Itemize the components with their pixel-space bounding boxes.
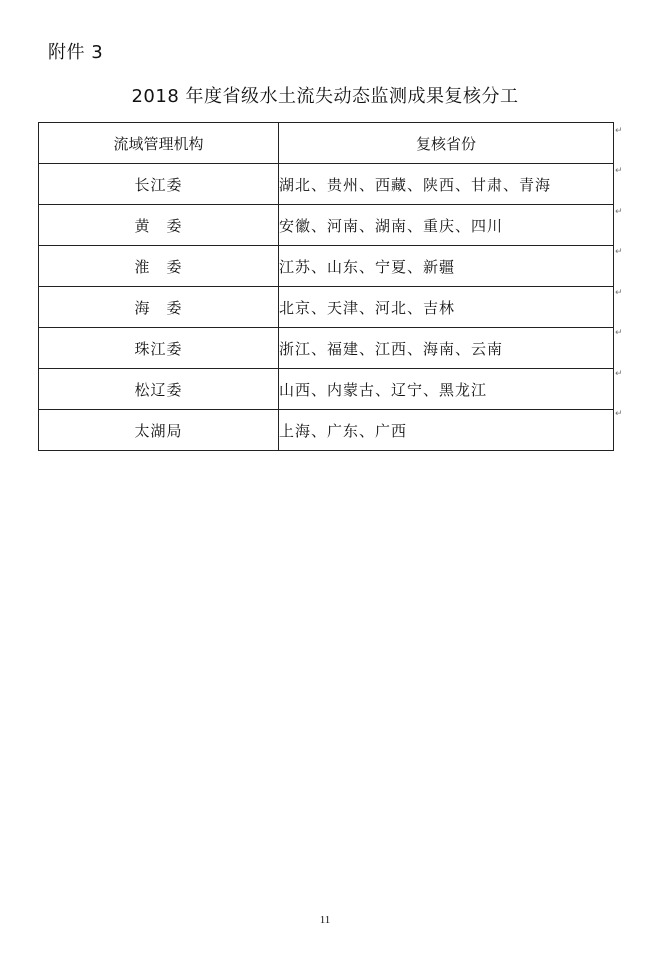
table-row bbox=[39, 287, 614, 328]
assignment-table bbox=[38, 122, 614, 451]
org-cell: 珠江委 bbox=[39, 328, 279, 369]
org-cell: 长江委 bbox=[39, 164, 279, 205]
paragraph-mark-icon: ↵ bbox=[615, 288, 623, 298]
paragraph-mark-icon: ↵ bbox=[615, 328, 623, 338]
paragraph-mark-icon: ↵ bbox=[615, 126, 623, 136]
table-row bbox=[39, 410, 614, 451]
org-cell: 黄 委 bbox=[39, 205, 279, 246]
provinces-cell: 湖北、贵州、西藏、陕西、甘肃、青海 bbox=[279, 164, 614, 205]
attachment-label: 附件 3 bbox=[48, 42, 104, 63]
header-provinces: 复核省份 bbox=[279, 123, 614, 164]
provinces-cell: 安徽、河南、湖南、重庆、四川 bbox=[279, 205, 614, 246]
table-row bbox=[39, 164, 614, 205]
table-row bbox=[39, 246, 614, 287]
table-row bbox=[39, 205, 614, 246]
table-row bbox=[39, 328, 614, 369]
org-cell: 松辽委 bbox=[39, 369, 279, 410]
table-header-row bbox=[39, 123, 614, 164]
org-cell: 海 委 bbox=[39, 287, 279, 328]
page-number: 11 bbox=[319, 914, 331, 926]
provinces-cell: 山西、内蒙古、辽宁、黑龙江 bbox=[279, 369, 614, 410]
paragraph-mark-icon: ↵ bbox=[615, 369, 623, 379]
org-cell: 太湖局 bbox=[39, 410, 279, 451]
org-cell: 淮 委 bbox=[39, 246, 279, 287]
table-row bbox=[39, 369, 614, 410]
paragraph-mark-icon: ↵ bbox=[615, 247, 623, 257]
paragraph-mark-icon: ↵ bbox=[615, 166, 623, 176]
provinces-cell: 浙江、福建、江西、海南、云南 bbox=[279, 328, 614, 369]
provinces-cell: 江苏、山东、宁夏、新疆 bbox=[279, 246, 614, 287]
paragraph-mark-icon: ↵ bbox=[615, 207, 623, 217]
document-title: 2018 年度省级水土流失动态监测成果复核分工 bbox=[131, 86, 519, 107]
paragraph-mark-icon: ↵ bbox=[615, 409, 623, 419]
provinces-cell: 北京、天津、河北、吉林 bbox=[279, 287, 614, 328]
header-org: 流域管理机构 bbox=[39, 123, 279, 164]
provinces-cell: 上海、广东、广西 bbox=[279, 410, 614, 451]
